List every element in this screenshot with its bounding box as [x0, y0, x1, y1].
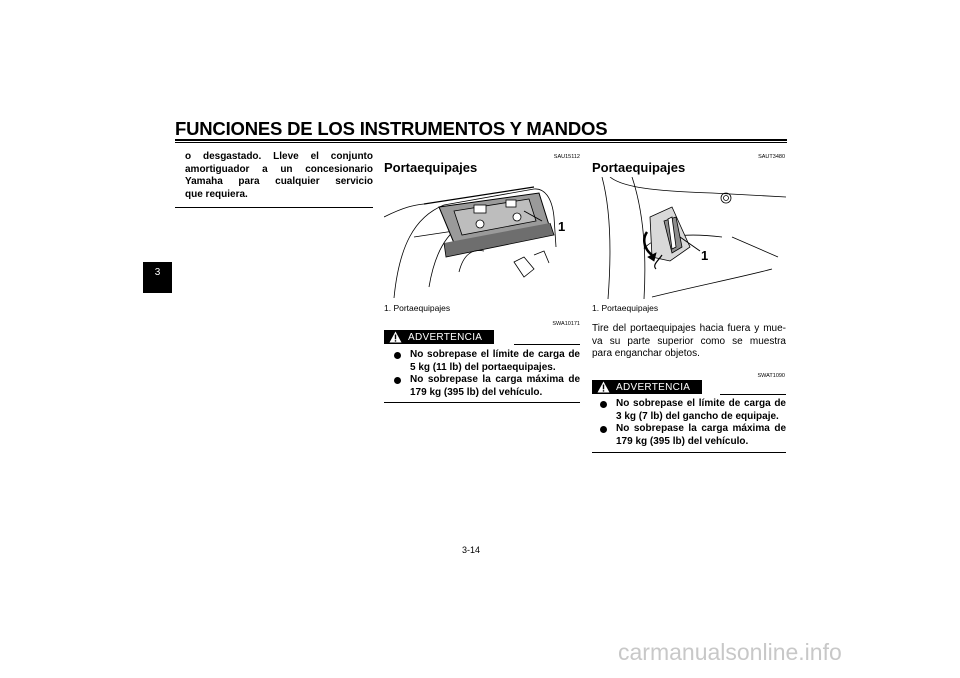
warning-line: 179 kg (395 lb) del vehículo. [410, 386, 543, 398]
col2-end-rule [384, 402, 580, 403]
body-line: para enganchar objetos. [592, 348, 700, 359]
rear-carrier-illustration [384, 177, 580, 299]
header-rule [175, 139, 787, 141]
col3-section-title: Portaequipajes [592, 160, 686, 175]
bullet-icon [600, 426, 607, 433]
col2-code: SAU15112 [553, 154, 580, 160]
warning-line: 3 kg (7 lb) del gancho de equipaje. [616, 410, 779, 422]
warning-line: No sobrepase la carga máxima de [410, 374, 580, 385]
luggage-hook-illustration [592, 177, 786, 299]
col1-line: o desgastado. Lleve el conjunto [185, 151, 373, 162]
warning-triangle-icon [389, 331, 402, 343]
col3-warning-item [600, 398, 786, 423]
warning-line: No sobrepase el límite de carga de [410, 349, 580, 360]
warning-label: ADVERTENCIA [408, 331, 483, 343]
col3-end-rule [592, 452, 786, 453]
bullet-icon [394, 352, 401, 359]
warning-label: ADVERTENCIA [616, 381, 691, 393]
col3-warning-rule [720, 394, 786, 395]
col3-code: SAUT3480 [758, 154, 785, 160]
col3-warning-item [600, 423, 786, 448]
col2-warning-rule [514, 344, 580, 345]
page-number: 3-14 [462, 545, 481, 555]
col1-end-rule [175, 207, 373, 208]
col3-body-text [592, 323, 786, 361]
warning-line: No sobrepase la carga máxima de [616, 423, 786, 434]
warning-line: 179 kg (395 lb) del vehículo. [616, 435, 749, 447]
col1-line: que requiera. [185, 188, 248, 200]
body-line: Tire del portaequipajes hacia fuera y mue- [592, 323, 786, 334]
bullet-icon [394, 377, 401, 384]
body-line: va su parte superior como se muestra [592, 335, 786, 347]
col2-section-title: Portaequipajes [384, 160, 478, 175]
col2-warning-banner [384, 330, 494, 344]
col2-warning-item [394, 349, 580, 374]
col1-line: Yamaha para cualquier servicio [185, 176, 373, 187]
col1-line: amortiguador a un concesionario [185, 163, 373, 175]
col3-figure-caption: 1. Portaequipajes [592, 303, 659, 313]
watermark: carmanualsonline.info [618, 639, 842, 665]
warning-triangle-icon [597, 381, 610, 393]
warning-line: 5 kg (11 lb) del portaequipajes. [410, 361, 556, 373]
warning-line: No sobrepase el límite de carga de [616, 398, 786, 409]
chapter-tab-number: 3 [154, 267, 161, 278]
col3-callout-number: 1 [701, 248, 709, 263]
chapter-tab [143, 262, 172, 293]
col3-warning-code: SWAT1090 [757, 373, 785, 379]
col1-text [185, 151, 373, 201]
page-header-title: FUNCIONES DE LOS INSTRUMENTOS Y MANDOS [175, 118, 608, 139]
col2-figure-caption: 1. Portaequipajes [384, 303, 451, 313]
header-rule-thin [175, 142, 787, 143]
col2-callout-number: 1 [558, 219, 566, 234]
col2-warning-item [394, 374, 580, 399]
col2-warning-code: SWA10171 [552, 321, 580, 327]
bullet-icon [600, 401, 607, 408]
col3-warning-banner [592, 380, 702, 394]
